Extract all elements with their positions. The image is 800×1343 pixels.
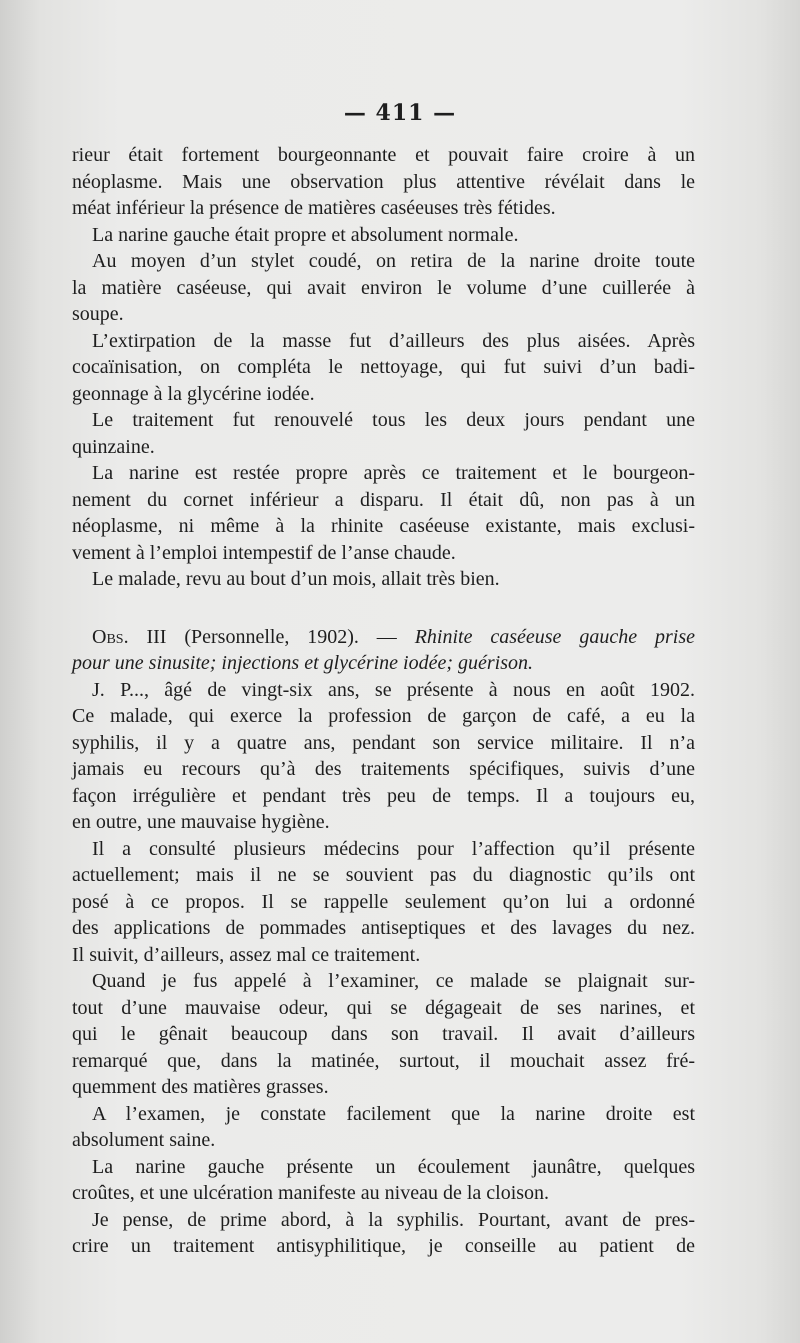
text-line: Il suivit, d’ailleurs, assez mal ce traitement. bbox=[72, 943, 421, 966]
section-gap bbox=[72, 593, 695, 624]
observation-source: (Personnelle, 1902). — bbox=[166, 625, 415, 648]
text-line: L’extirpation de la masse fut d’ailleurs des plus aisées. Après bbox=[92, 329, 695, 352]
text-line: Je pense, de prime abord, à la syphilis. Pourtant, avant de pres- bbox=[92, 1208, 695, 1231]
text-line: Le malade, revu au bout d’un mois, allait très bien. bbox=[92, 568, 500, 590]
text-line: Au moyen d’un stylet coudé, on retira de la narine droite toute bbox=[92, 250, 695, 272]
text-line: soupe. bbox=[72, 303, 124, 325]
text-line: rieur était fortement bourgeonnante et pouvait faire croire à un bbox=[72, 144, 695, 166]
text-line: Le traitement fut renouvelé tous les deux jours pendant une bbox=[92, 409, 695, 431]
page-number: — 411 — bbox=[343, 100, 457, 126]
text-line: Il a consulté plusieurs médecins pour l’affection qu’il présente bbox=[92, 837, 695, 860]
text-line: tout d’une mauvaise odeur, qui se dégageait de ses narines, et bbox=[72, 996, 695, 1019]
text-line: la matière caséeuse, qui avait environ le volume d’une cuillerée à bbox=[72, 276, 695, 299]
observation-title-1: Rhinite caséeuse gauche prise bbox=[414, 625, 695, 648]
text-line: méat inférieur la présence de matières caséeuses très fétides. bbox=[72, 197, 556, 219]
text-line: en outre, une mauvaise hygiène. bbox=[72, 811, 330, 833]
text-line: quemment des matières grasses. bbox=[72, 1076, 329, 1098]
paragraph-block-2 bbox=[72, 677, 695, 1260]
observation-heading bbox=[72, 624, 695, 677]
text-line: façon irrégulière et pendant très peu de temps. Il a toujours eu, bbox=[72, 784, 695, 807]
text-line: La narine gauche présente un écoulement jaunâtre, quelques bbox=[92, 1155, 695, 1178]
text-line: cocaïnisation, on compléta le nettoyage, qui fut suivi d’un badi- bbox=[72, 356, 695, 378]
text-line: La narine gauche était propre et absolument normale. bbox=[92, 223, 519, 246]
text-line: croûtes, et une ulcération manifeste au niveau de la cloison. bbox=[72, 1182, 550, 1204]
text-line: vement à l’emploi intempestif de l’anse chaude. bbox=[72, 541, 456, 564]
text-line: remarqué que, dans la matinée, surtout, il mouchait assez fré- bbox=[72, 1049, 695, 1072]
text-line: absolument saine. bbox=[72, 1129, 216, 1151]
observation-title-2: pour une sinusite; injections et glycérine iodée; guérison. bbox=[72, 652, 534, 674]
text-line: qui le gênait beaucoup dans son travail. Il avait d’ailleurs bbox=[72, 1023, 695, 1045]
text-line: Ce malade, qui exerce la profession de garçon de café, a eu la bbox=[72, 705, 695, 727]
paragraph-block-1 bbox=[72, 142, 695, 593]
text-line: syphilis, il y a quatre ans, pendant son service militaire. Il n’a bbox=[72, 731, 695, 754]
text-line: A l’examen, je constate facilement que la narine droite est bbox=[92, 1102, 695, 1125]
text-line: posé à ce propos. Il se rappelle seulement qu’on lui a ordonné bbox=[72, 890, 695, 913]
text-line: des applications de pommades antiseptiques et des lavages du nez. bbox=[72, 917, 695, 939]
text-line: néoplasme. Mais une observation plus attentive révélait dans le bbox=[72, 170, 695, 193]
text-line: geonnage à la glycérine iodée. bbox=[72, 382, 315, 405]
observation-heading-line-1 bbox=[72, 624, 695, 651]
text-line: crire un traitement antisyphilitique, je conseille au patient de bbox=[72, 1235, 695, 1257]
text-line: néoplasme, ni même à la rhinite caséeuse existante, mais exclusi- bbox=[72, 515, 695, 537]
text-line: La narine est restée propre après ce traitement et le bourgeon- bbox=[92, 462, 695, 484]
text-line: nement du cornet inférieur a disparu. Il était dû, non pas à un bbox=[72, 488, 695, 511]
observation-label: Obs. III bbox=[92, 625, 167, 648]
observation-heading-line-2 bbox=[72, 650, 695, 677]
body-text bbox=[72, 142, 695, 1260]
text-line: J. P..., âgé de vingt-six ans, se présente à nous en août 1902. bbox=[92, 678, 695, 701]
text-line: quinzaine. bbox=[72, 435, 155, 458]
text-line: jamais eu recours qu’à des traitements spécifiques, suivis d’une bbox=[72, 758, 695, 780]
text-line: Quand je fus appelé à l’examiner, ce malade se plaignait sur- bbox=[92, 970, 695, 992]
text-line: actuellement; mais il ne se souvient pas du diagnostic qu’ils ont bbox=[72, 864, 695, 886]
